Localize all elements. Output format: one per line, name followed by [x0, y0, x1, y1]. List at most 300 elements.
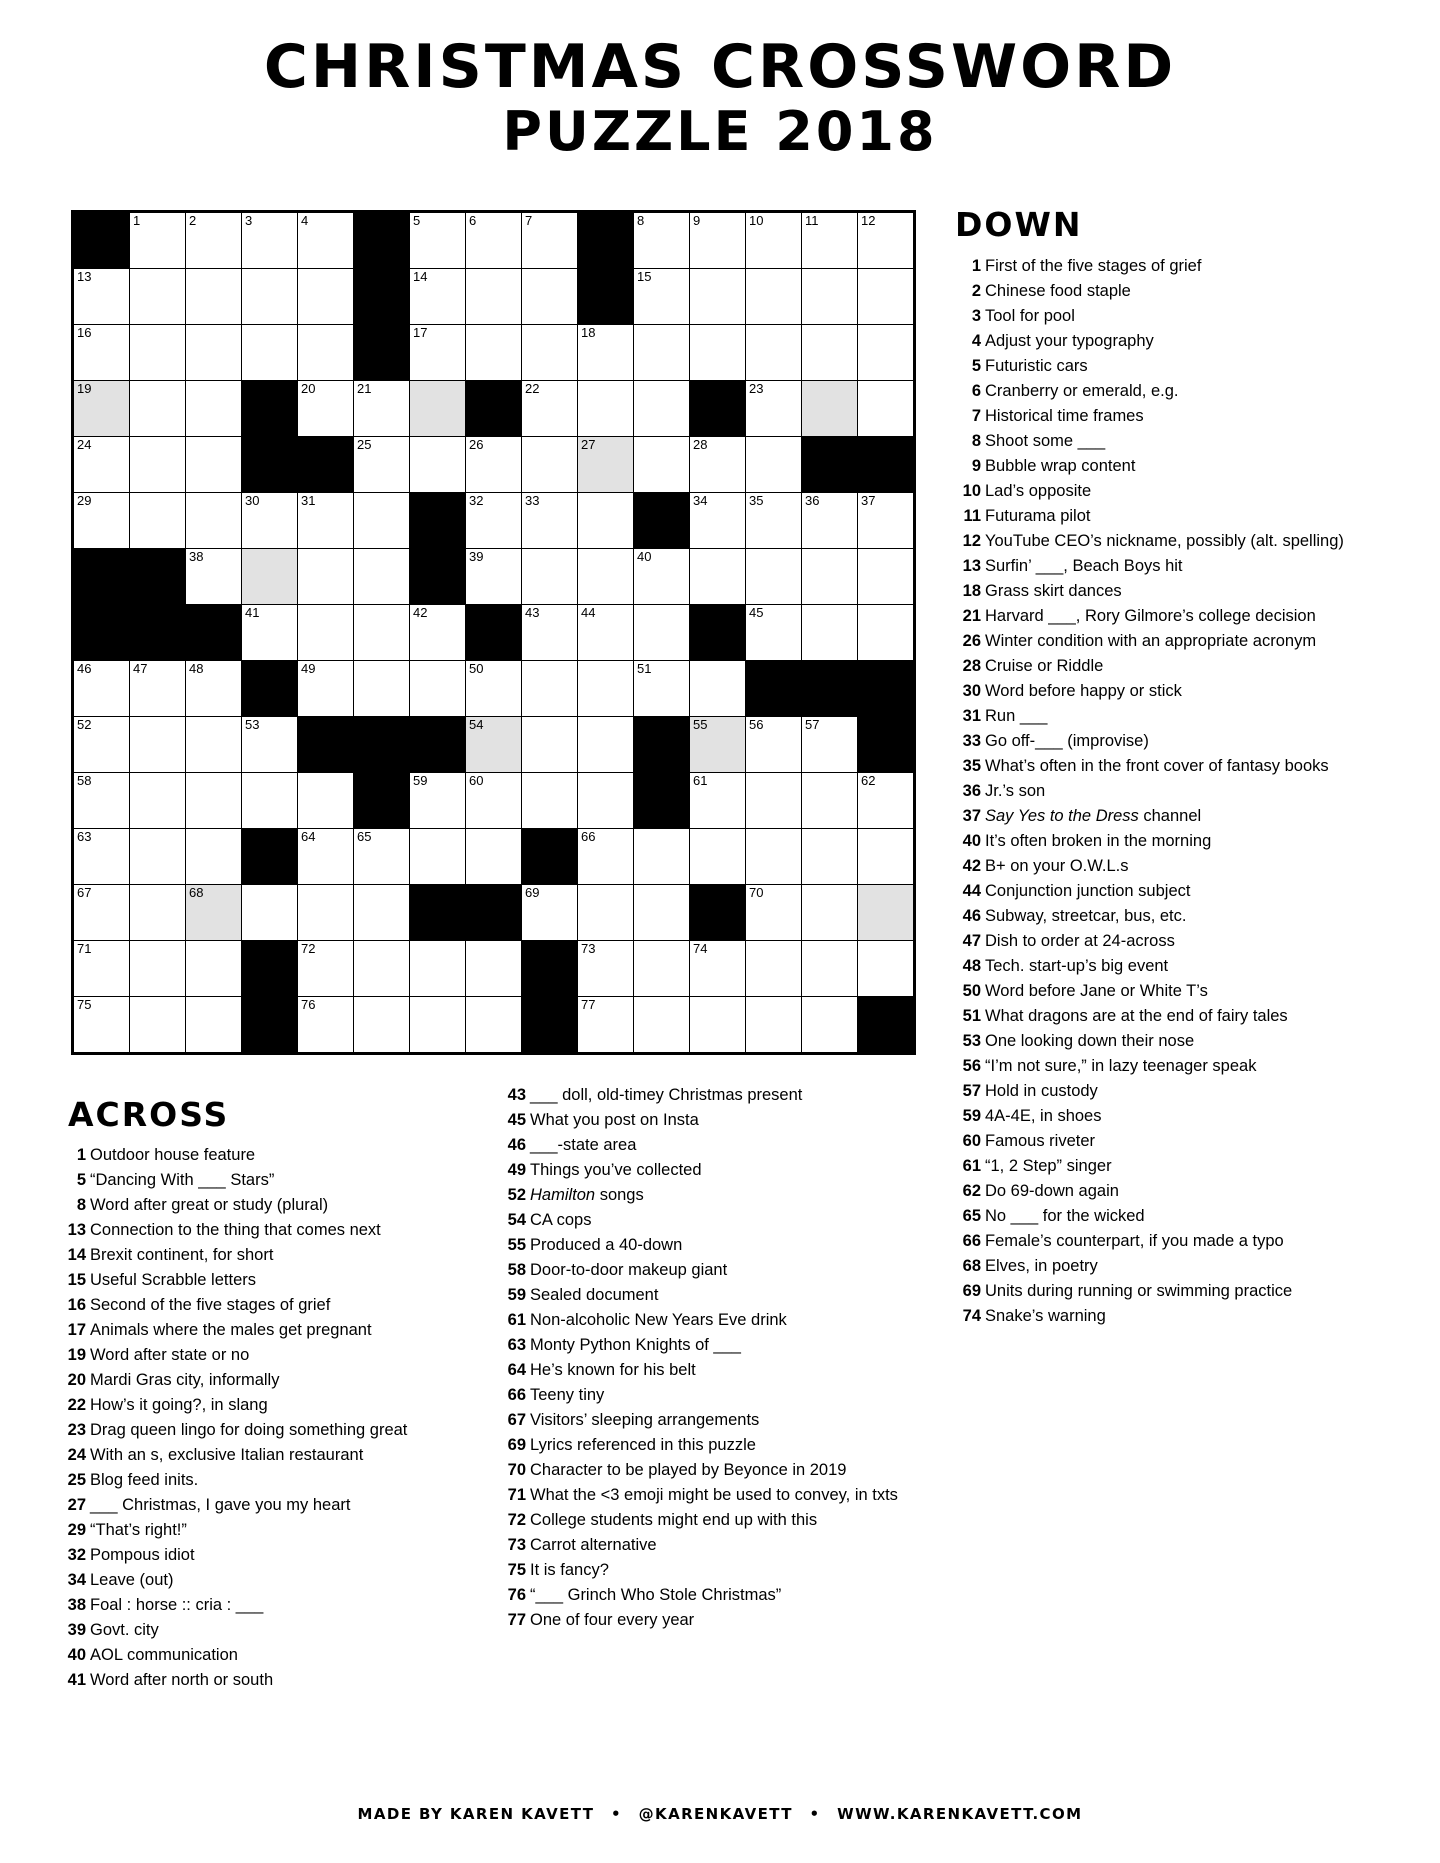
clue-number: 6	[971, 382, 981, 400]
clue-text: Useful Scrabble letters	[90, 1271, 256, 1289]
grid-row	[73, 829, 915, 885]
grid-cell[interactable]	[522, 493, 578, 549]
grid-cell-block	[354, 325, 410, 381]
across-clue-item	[500, 1610, 930, 1632]
grid-cell[interactable]	[73, 269, 130, 325]
grid-cell[interactable]	[410, 269, 466, 325]
grid-cell-number: 71	[77, 941, 92, 956]
grid-cell-number: 41	[245, 605, 260, 620]
grid-cell[interactable]	[242, 269, 298, 325]
clue-number: 10	[962, 482, 981, 500]
grid-cell[interactable]	[298, 325, 354, 381]
grid-cell[interactable]	[73, 885, 130, 941]
grid-cell[interactable]	[746, 212, 802, 269]
grid-cell-block	[410, 493, 466, 549]
grid-cell[interactable]	[186, 437, 242, 493]
grid-cell-number: 30	[245, 493, 260, 508]
grid-cell[interactable]	[522, 549, 578, 605]
grid-cell[interactable]	[690, 773, 746, 829]
grid-cell[interactable]	[802, 605, 858, 661]
grid-cell[interactable]	[354, 885, 410, 941]
grid-cell[interactable]	[522, 773, 578, 829]
grid-cell[interactable]	[690, 661, 746, 717]
clue-text: With an s, exclusive Italian restaurant	[90, 1446, 364, 1464]
grid-cell[interactable]	[410, 829, 466, 885]
grid-cell[interactable]	[298, 605, 354, 661]
grid-cell-shaded[interactable]	[578, 437, 634, 493]
clue-text: Carrot alternative	[530, 1536, 657, 1554]
grid-cell[interactable]	[746, 549, 802, 605]
grid-cell[interactable]	[522, 661, 578, 717]
grid-cell-number: 39	[469, 549, 484, 564]
grid-cell[interactable]	[298, 661, 354, 717]
across-clue-item	[60, 1545, 480, 1567]
grid-cell-shaded[interactable]	[410, 381, 466, 437]
grid-cell[interactable]	[802, 717, 858, 773]
grid-cell[interactable]	[410, 773, 466, 829]
down-clue-item	[955, 531, 1375, 553]
grid-cell[interactable]	[354, 997, 410, 1054]
grid-cell[interactable]	[522, 885, 578, 941]
clue-number: 66	[507, 1386, 526, 1404]
clue-text: Go off-___ (improvise)	[985, 732, 1149, 750]
grid-cell[interactable]	[690, 493, 746, 549]
grid-cell[interactable]	[802, 997, 858, 1054]
clue-text: Harvard ___, Rory Gilmore’s college decision	[985, 607, 1316, 625]
grid-cell[interactable]	[746, 717, 802, 773]
grid-cell-shaded[interactable]	[242, 549, 298, 605]
across-clue-item	[500, 1485, 930, 1507]
grid-cell[interactable]	[298, 381, 354, 437]
clue-number: 44	[962, 882, 981, 900]
clue-text: Brexit continent, for short	[90, 1246, 274, 1264]
grid-cell[interactable]	[466, 997, 522, 1054]
grid-cell[interactable]	[466, 437, 522, 493]
clue-number: 49	[507, 1161, 526, 1179]
grid-cell[interactable]	[466, 493, 522, 549]
grid-cell[interactable]	[242, 717, 298, 773]
grid-cell-number: 45	[749, 605, 764, 620]
grid-cell-number: 25	[357, 437, 372, 452]
clue-text: Drag queen lingo for doing something great	[90, 1421, 408, 1439]
grid-cell[interactable]	[634, 605, 690, 661]
grid-cell[interactable]	[130, 325, 186, 381]
grid-cell[interactable]	[746, 941, 802, 997]
grid-cell-shaded[interactable]	[466, 717, 522, 773]
grid-cell[interactable]	[522, 269, 578, 325]
grid-cell[interactable]	[578, 829, 634, 885]
grid-cell[interactable]	[298, 493, 354, 549]
grid-cell[interactable]	[354, 941, 410, 997]
grid-cell[interactable]	[578, 717, 634, 773]
grid-cell-shaded[interactable]	[858, 885, 915, 941]
grid-cell[interactable]	[858, 381, 915, 437]
grid-cell[interactable]	[466, 941, 522, 997]
grid-cell[interactable]	[858, 605, 915, 661]
grid-cell-number: 34	[693, 493, 708, 508]
grid-cell-block	[746, 661, 802, 717]
clue-text: Subway, streetcar, bus, etc.	[985, 907, 1187, 925]
grid-cell[interactable]	[410, 941, 466, 997]
grid-cell[interactable]	[578, 493, 634, 549]
clue-number: 22	[67, 1396, 86, 1414]
grid-cell[interactable]	[130, 717, 186, 773]
grid-cell[interactable]	[522, 605, 578, 661]
grid-cell[interactable]	[578, 941, 634, 997]
grid-cell-number: 44	[581, 605, 596, 620]
clue-number: 77	[507, 1611, 526, 1629]
crossword-grid[interactable]	[71, 210, 916, 1055]
clue-text: Lad’s opposite	[985, 482, 1092, 500]
grid-cell[interactable]	[858, 829, 915, 885]
clue-text: Word before Jane or White T’s	[985, 982, 1208, 1000]
grid-cell[interactable]	[690, 269, 746, 325]
grid-cell-block	[242, 941, 298, 997]
grid-cell[interactable]	[130, 829, 186, 885]
grid-cell[interactable]	[802, 493, 858, 549]
grid-cell-number: 16	[77, 325, 92, 340]
grid-cell[interactable]	[186, 829, 242, 885]
across-clue-item	[60, 1370, 480, 1392]
grid-cell[interactable]	[410, 605, 466, 661]
grid-cell[interactable]	[746, 269, 802, 325]
clue-text: B+ on your O.W.L.s	[985, 857, 1129, 875]
grid-cell[interactable]	[522, 437, 578, 493]
grid-cell[interactable]	[522, 325, 578, 381]
grid-cell[interactable]	[522, 717, 578, 773]
clue-text: Cranberry or emerald, e.g.	[985, 382, 1179, 400]
down-clues-section	[955, 205, 1375, 1331]
grid-cell[interactable]	[690, 941, 746, 997]
grid-cell-number: 61	[693, 773, 708, 788]
grid-cell[interactable]	[242, 325, 298, 381]
grid-cell[interactable]	[130, 997, 186, 1054]
grid-cell[interactable]	[802, 549, 858, 605]
clue-number: 35	[962, 757, 981, 775]
clue-text: Surfin’ ___, Beach Boys hit	[985, 557, 1183, 575]
clue-number: 55	[507, 1236, 526, 1254]
grid-row	[73, 717, 915, 773]
clue-number: 30	[962, 682, 981, 700]
grid-cell[interactable]	[858, 549, 915, 605]
clue-text: One of four every year	[530, 1611, 695, 1629]
grid-cell[interactable]	[802, 829, 858, 885]
grid-cell-block	[466, 605, 522, 661]
grid-cell[interactable]	[186, 717, 242, 773]
grid-cell[interactable]	[802, 941, 858, 997]
grid-cell[interactable]	[746, 773, 802, 829]
grid-cell[interactable]	[746, 605, 802, 661]
grid-cell-number: 53	[245, 717, 260, 732]
grid-cell[interactable]	[354, 381, 410, 437]
grid-cell-block	[522, 941, 578, 997]
grid-cell[interactable]	[634, 885, 690, 941]
grid-cell-shaded[interactable]	[73, 381, 130, 437]
grid-cell[interactable]	[746, 493, 802, 549]
grid-cell[interactable]	[186, 997, 242, 1054]
clue-text: Word after north or south	[90, 1671, 274, 1689]
grid-cell[interactable]	[186, 325, 242, 381]
clue-text: Do 69-down again	[985, 1182, 1119, 1200]
clue-number: 13	[67, 1221, 86, 1239]
grid-cell[interactable]	[858, 325, 915, 381]
grid-cell[interactable]	[73, 437, 130, 493]
grid-cell[interactable]	[130, 437, 186, 493]
grid-cell[interactable]	[802, 325, 858, 381]
grid-cell-number: 23	[749, 381, 764, 396]
grid-row	[73, 661, 915, 717]
grid-cell[interactable]	[73, 829, 130, 885]
grid-cell[interactable]	[690, 212, 746, 269]
grid-cell[interactable]	[242, 885, 298, 941]
grid-cell[interactable]	[130, 269, 186, 325]
grid-cell[interactable]	[690, 829, 746, 885]
grid-cell[interactable]	[410, 997, 466, 1054]
across-clue-item	[60, 1620, 480, 1642]
grid-cell[interactable]	[466, 549, 522, 605]
grid-cell[interactable]	[298, 269, 354, 325]
clue-number: 20	[67, 1371, 86, 1389]
down-clue-item	[955, 906, 1375, 928]
down-clue-item	[955, 556, 1375, 578]
clue-text: Winter condition with an appropriate acronym	[985, 632, 1317, 650]
grid-cell[interactable]	[410, 325, 466, 381]
clue-number: 69	[962, 1282, 981, 1300]
grid-cell[interactable]	[858, 493, 915, 549]
grid-cell-shaded[interactable]	[690, 717, 746, 773]
grid-cell[interactable]	[690, 997, 746, 1054]
grid-cell[interactable]	[73, 941, 130, 997]
grid-row	[73, 997, 915, 1054]
clue-number: 41	[67, 1671, 86, 1689]
grid-cell[interactable]	[130, 773, 186, 829]
clue-number: 67	[507, 1411, 526, 1429]
grid-cell[interactable]	[73, 325, 130, 381]
grid-cell[interactable]	[130, 661, 186, 717]
grid-cell-block	[802, 661, 858, 717]
clue-text: Character to be played by Beyonce in 2019	[530, 1461, 847, 1479]
grid-cell[interactable]	[466, 269, 522, 325]
grid-cell[interactable]	[298, 885, 354, 941]
grid-cell[interactable]	[634, 549, 690, 605]
grid-cell[interactable]	[242, 493, 298, 549]
grid-cell[interactable]	[186, 493, 242, 549]
grid-cell[interactable]	[354, 437, 410, 493]
grid-cell[interactable]	[522, 381, 578, 437]
grid-cell[interactable]	[690, 325, 746, 381]
grid-cell[interactable]	[242, 605, 298, 661]
grid-cell[interactable]	[746, 325, 802, 381]
grid-cell[interactable]	[634, 941, 690, 997]
grid-cell[interactable]	[634, 997, 690, 1054]
grid-cell[interactable]	[186, 381, 242, 437]
clue-text: What dragons are at the end of fairy tales	[985, 1007, 1288, 1025]
grid-cell[interactable]	[130, 212, 186, 269]
grid-cell[interactable]	[746, 997, 802, 1054]
grid-cell[interactable]	[858, 773, 915, 829]
clue-number: 27	[67, 1496, 86, 1514]
down-clue-item	[955, 1306, 1375, 1328]
clue-text: Word after great or study (plural)	[90, 1196, 329, 1214]
grid-cell-block	[634, 717, 690, 773]
grid-cell[interactable]	[858, 269, 915, 325]
grid-cell[interactable]	[130, 381, 186, 437]
grid-cell[interactable]	[466, 829, 522, 885]
down-clue-item	[955, 431, 1375, 453]
grid-cell[interactable]	[354, 661, 410, 717]
clue-number: 62	[962, 1182, 981, 1200]
down-clue-item	[955, 831, 1375, 853]
grid-cell[interactable]	[73, 661, 130, 717]
grid-cell[interactable]	[634, 212, 690, 269]
grid-cell[interactable]	[578, 661, 634, 717]
grid-cell[interactable]	[522, 212, 578, 269]
grid-cell[interactable]	[578, 997, 634, 1054]
grid-cell[interactable]	[578, 605, 634, 661]
clue-number: 15	[67, 1271, 86, 1289]
clue-number: 71	[507, 1486, 526, 1504]
grid-cell[interactable]	[802, 212, 858, 269]
grid-cell[interactable]	[634, 829, 690, 885]
grid-cell[interactable]	[354, 605, 410, 661]
grid-cell[interactable]	[746, 829, 802, 885]
grid-cell[interactable]	[578, 773, 634, 829]
grid-cell[interactable]	[802, 773, 858, 829]
clue-number: 8	[76, 1196, 86, 1214]
grid-cell-number: 20	[301, 381, 316, 396]
grid-cell[interactable]	[130, 885, 186, 941]
grid-cell-number: 3	[245, 213, 253, 228]
grid-cell[interactable]	[634, 325, 690, 381]
grid-cell[interactable]	[578, 549, 634, 605]
grid-cell[interactable]	[73, 493, 130, 549]
grid-cell[interactable]	[858, 941, 915, 997]
grid-cell[interactable]	[298, 941, 354, 997]
grid-cell-block	[354, 212, 410, 269]
clue-number: 12	[962, 532, 981, 550]
grid-cell-number: 31	[301, 493, 316, 508]
grid-cell[interactable]	[802, 885, 858, 941]
grid-cell[interactable]	[578, 885, 634, 941]
grid-cell-number: 40	[637, 549, 652, 564]
grid-cell[interactable]	[73, 717, 130, 773]
across-clue-item	[60, 1420, 480, 1442]
grid-cell[interactable]	[634, 381, 690, 437]
grid-cell[interactable]	[690, 549, 746, 605]
grid-cell[interactable]	[802, 269, 858, 325]
grid-cell[interactable]	[130, 941, 186, 997]
grid-cell[interactable]	[634, 661, 690, 717]
grid-cell[interactable]	[186, 941, 242, 997]
grid-cell[interactable]	[186, 773, 242, 829]
grid-cell-number: 68	[189, 885, 204, 900]
grid-cell[interactable]	[73, 997, 130, 1054]
grid-cell-number: 27	[581, 437, 596, 452]
grid-cell-number: 29	[77, 493, 92, 508]
across-clue-item	[60, 1320, 480, 1342]
across-clue-item	[60, 1195, 480, 1217]
grid-cell[interactable]	[466, 212, 522, 269]
down-clue-item	[955, 1156, 1375, 1178]
grid-cell-block	[242, 381, 298, 437]
grid-cell[interactable]	[298, 549, 354, 605]
clue-number: 38	[67, 1596, 86, 1614]
grid-cell-shaded[interactable]	[186, 885, 242, 941]
grid-cell[interactable]	[410, 212, 466, 269]
grid-cell[interactable]	[186, 661, 242, 717]
grid-cell[interactable]	[466, 325, 522, 381]
grid-cell[interactable]	[298, 997, 354, 1054]
grid-cell[interactable]	[242, 773, 298, 829]
grid-cell[interactable]	[298, 773, 354, 829]
clue-text: Monty Python Knights of ___	[530, 1336, 741, 1354]
clue-number: 51	[962, 1007, 981, 1025]
grid-cell[interactable]	[130, 493, 186, 549]
clue-number: 61	[507, 1311, 526, 1329]
grid-cell[interactable]	[73, 773, 130, 829]
grid-cell-block	[858, 717, 915, 773]
clue-number: 72	[507, 1511, 526, 1529]
grid-cell[interactable]	[634, 437, 690, 493]
grid-cell[interactable]	[354, 829, 410, 885]
grid-cell[interactable]	[858, 212, 915, 269]
grid-cell[interactable]	[410, 661, 466, 717]
clue-number: 52	[507, 1186, 526, 1204]
down-clue-item	[955, 331, 1375, 353]
grid-cell[interactable]	[746, 381, 802, 437]
across-clue-item	[500, 1085, 930, 1107]
grid-cell[interactable]	[746, 885, 802, 941]
grid-cell[interactable]	[298, 212, 354, 269]
grid-cell[interactable]	[634, 269, 690, 325]
grid-cell[interactable]	[466, 661, 522, 717]
grid-cell[interactable]	[466, 773, 522, 829]
grid-cell-number: 59	[413, 773, 428, 788]
down-clue-item	[955, 356, 1375, 378]
down-clue-item	[955, 606, 1375, 628]
grid-cell-number: 1	[133, 213, 141, 228]
grid-cell[interactable]	[690, 437, 746, 493]
grid-cell[interactable]	[746, 437, 802, 493]
down-clue-item	[955, 1231, 1375, 1253]
across-clue-list-column-2	[500, 1085, 930, 1635]
grid-cell-number: 70	[749, 885, 764, 900]
grid-cell[interactable]	[186, 549, 242, 605]
grid-cell[interactable]	[578, 325, 634, 381]
grid-cell-shaded[interactable]	[802, 381, 858, 437]
grid-cell-number: 46	[77, 661, 92, 676]
grid-cell[interactable]	[242, 212, 298, 269]
down-clue-item	[955, 481, 1375, 503]
footer-separator-1: •	[611, 1805, 623, 1823]
grid-table[interactable]	[71, 210, 916, 1055]
grid-cell[interactable]	[298, 829, 354, 885]
grid-cell[interactable]	[354, 549, 410, 605]
clue-number: 21	[962, 607, 981, 625]
grid-cell-block	[242, 997, 298, 1054]
clue-number: 5	[971, 357, 981, 375]
grid-cell[interactable]	[578, 381, 634, 437]
clue-number: 69	[507, 1436, 526, 1454]
grid-cell[interactable]	[410, 437, 466, 493]
grid-cell[interactable]	[354, 493, 410, 549]
clue-number: 73	[507, 1536, 526, 1554]
grid-cell[interactable]	[186, 269, 242, 325]
grid-cell-number: 6	[469, 213, 477, 228]
clue-text: Shoot some ___	[985, 432, 1106, 450]
clue-text: 4A-4E, in shoes	[985, 1107, 1102, 1125]
grid-cell[interactable]	[186, 212, 242, 269]
